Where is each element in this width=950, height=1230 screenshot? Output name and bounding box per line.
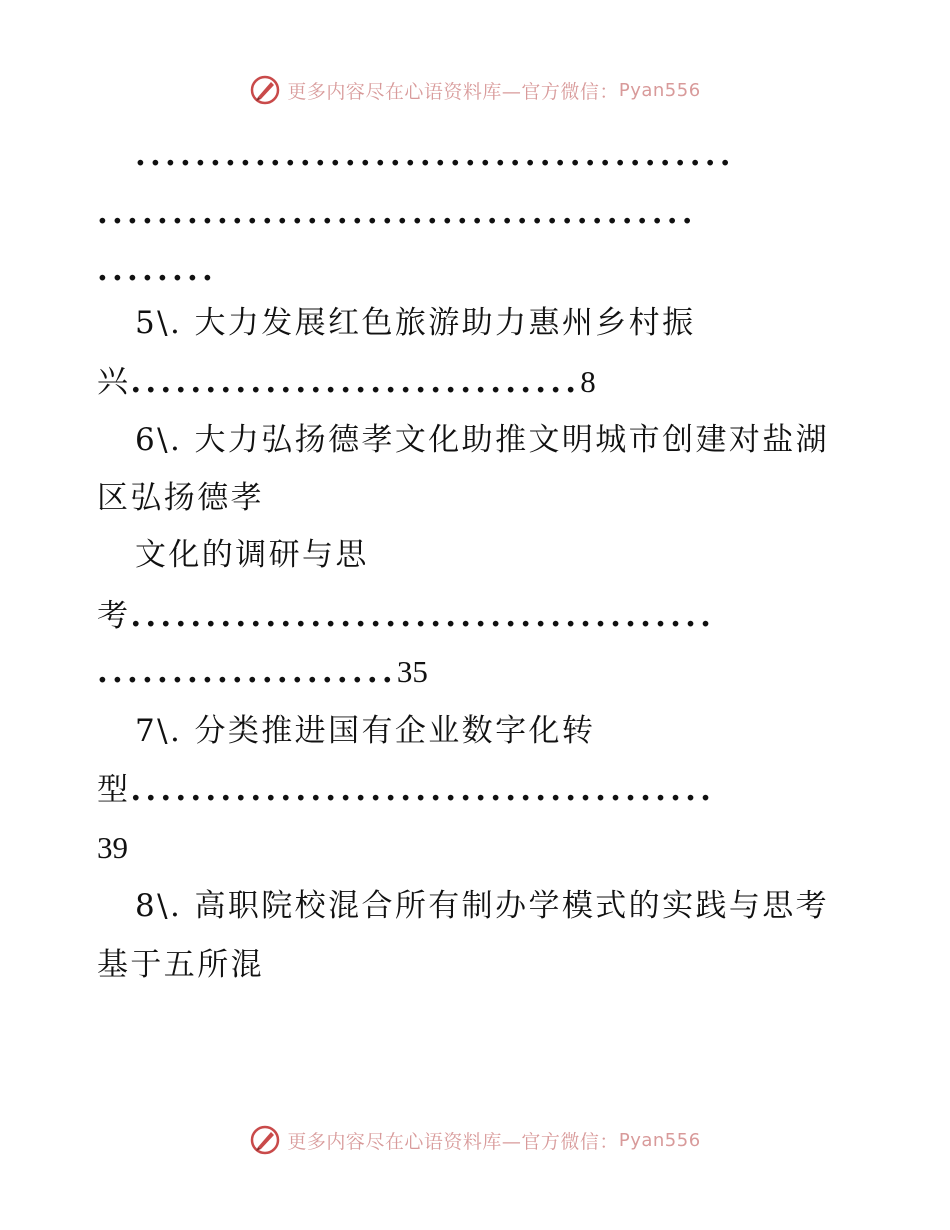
watermark-text: 更多内容尽在心语资料库—官方微信： [287, 80, 619, 103]
toc-entry-8-title-line1: 8\. 高职院校混合所有制办学模式的实践与思考 [135, 888, 830, 924]
toc-entry-7-page: 39 [97, 830, 128, 865]
watermark-wechat-id: Pyan556 [618, 1129, 701, 1151]
quill-pen-logo-icon [249, 1124, 281, 1156]
quill-pen-logo-icon [249, 74, 281, 106]
toc-entry-5-title: 5\. 大力发展红色旅游助力惠州乡村振 [135, 305, 696, 341]
toc-entry-8-title-line2: 基于五所混 [97, 947, 264, 983]
toc-entry-7-title: 7\. 分类推进国有企业数字化转 [135, 713, 596, 749]
toc-entry-6-title-line2: 区弘扬德孝 [97, 480, 264, 516]
toc-entry-6-page: 35 [396, 654, 428, 689]
toc-entry-6-title-end: 考 [97, 598, 131, 634]
toc-leader-dots: .............................. [130, 364, 581, 400]
header-watermark [0, 70, 950, 110]
toc-entry-7-title-end: 型 [97, 772, 131, 808]
toc-entry-6-title-line1: 6\. 大力弘扬德孝文化助推文明城市创建对盐湖 [135, 422, 830, 458]
toc-entry-6-tail [97, 596, 715, 636]
toc-leader-dots: ........................................ [135, 137, 735, 173]
toc-leader-dots: ....................................... [130, 598, 716, 634]
toc-entry-5-title-end: 兴 [97, 364, 131, 400]
toc-entry-5-page: 8 [580, 364, 596, 399]
toc-entry-6-page-line [97, 652, 428, 692]
toc-leader-dots: ........................................ [97, 195, 697, 231]
watermark-text: 更多内容尽在心语资料库—官方微信： [287, 1130, 619, 1153]
toc-entry-5-tail [97, 362, 596, 402]
footer-watermark [0, 1120, 950, 1160]
toc-entry-7-tail [97, 770, 715, 810]
toc-leader-dots: .................... [97, 654, 397, 690]
toc-leader-dots: ....................................... [130, 772, 716, 808]
watermark-wechat-id: Pyan556 [618, 79, 701, 101]
toc-leader-dots: ........ [97, 252, 217, 288]
toc-entry-6-title-line3: 文化的调研与思 [135, 537, 369, 573]
